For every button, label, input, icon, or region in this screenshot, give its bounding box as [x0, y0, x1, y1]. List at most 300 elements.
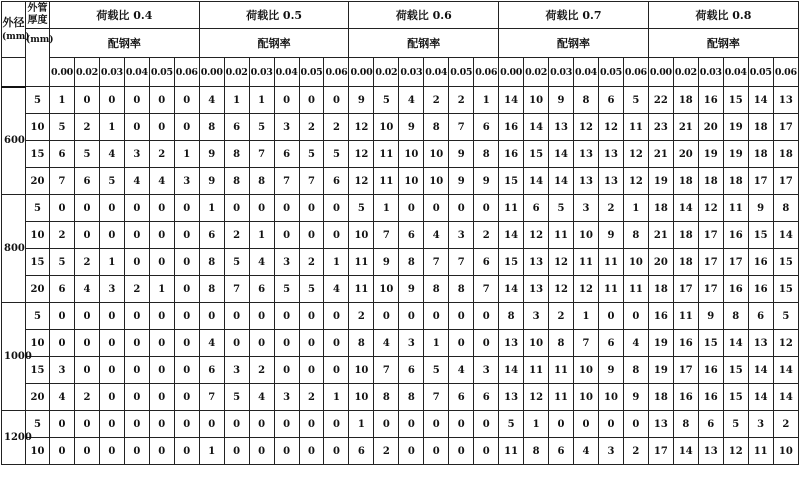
value-cell: 11 [623, 276, 648, 303]
value-cell: 16 [698, 87, 723, 114]
value-cell: 5 [50, 249, 75, 276]
value-cell: 3 [574, 195, 599, 222]
value-cell: 0 [399, 195, 424, 222]
value-cell: 0 [474, 330, 499, 357]
steel-ratio-header: 0.00 [199, 58, 224, 87]
value-cell: 16 [698, 357, 723, 384]
value-cell: 15 [499, 168, 524, 195]
value-cell: 12 [574, 276, 599, 303]
value-cell: 9 [598, 357, 623, 384]
value-cell: 17 [648, 438, 673, 465]
value-cell: 13 [648, 411, 673, 438]
value-cell: 16 [723, 222, 748, 249]
value-cell: 8 [399, 384, 424, 411]
value-cell: 0 [299, 411, 324, 438]
value-cell: 0 [74, 438, 99, 465]
value-cell: 4 [74, 276, 99, 303]
value-cell: 0 [149, 222, 174, 249]
value-cell: 1 [249, 222, 274, 249]
value-cell: 9 [374, 249, 399, 276]
steel-ratio-header: 0.05 [748, 58, 773, 87]
reinforcement-ratio-header-1: 配钢率 [199, 29, 349, 58]
value-cell: 0 [124, 222, 149, 249]
value-cell: 6 [474, 114, 499, 141]
value-cell: 8 [424, 114, 449, 141]
value-cell: 14 [773, 357, 798, 384]
value-cell: 2 [623, 438, 648, 465]
table-row [2, 222, 799, 249]
value-cell: 11 [499, 195, 524, 222]
value-cell: 8 [549, 330, 574, 357]
value-cell: 0 [324, 438, 349, 465]
value-cell: 0 [124, 357, 149, 384]
value-cell: 19 [698, 141, 723, 168]
value-cell: 10 [374, 276, 399, 303]
value-cell: 6 [349, 438, 374, 465]
value-cell: 15 [499, 249, 524, 276]
value-cell: 16 [673, 330, 698, 357]
value-cell: 12 [723, 438, 748, 465]
value-cell: 1 [224, 87, 249, 114]
value-cell: 13 [574, 168, 599, 195]
value-cell: 0 [174, 357, 199, 384]
value-cell: 15 [723, 384, 748, 411]
reinforcement-ratio-header-4: 配钢率 [648, 29, 798, 58]
value-cell: 14 [748, 357, 773, 384]
value-cell: 3 [274, 114, 299, 141]
value-cell: 18 [648, 276, 673, 303]
value-cell: 7 [424, 249, 449, 276]
value-cell: 0 [299, 438, 324, 465]
value-cell: 7 [274, 168, 299, 195]
value-cell: 1 [249, 87, 274, 114]
value-cell: 0 [149, 195, 174, 222]
thickness-cell: 20 [26, 384, 50, 411]
value-cell: 10 [574, 357, 599, 384]
value-cell: 9 [698, 303, 723, 330]
value-cell: 5 [50, 114, 75, 141]
value-cell: 6 [474, 384, 499, 411]
value-cell: 4 [623, 330, 648, 357]
value-cell: 9 [549, 87, 574, 114]
value-cell: 0 [74, 357, 99, 384]
value-cell: 19 [723, 141, 748, 168]
value-cell: 0 [50, 195, 75, 222]
value-cell: 7 [449, 114, 474, 141]
value-cell: 16 [698, 384, 723, 411]
value-cell: 19 [723, 114, 748, 141]
value-cell: 2 [374, 438, 399, 465]
value-cell: 1 [99, 114, 124, 141]
value-cell: 15 [723, 357, 748, 384]
value-cell: 9 [449, 141, 474, 168]
value-cell: 2 [299, 249, 324, 276]
thickness-cell: 10 [26, 438, 50, 465]
table-row [2, 330, 799, 357]
value-cell: 0 [623, 411, 648, 438]
value-cell: 3 [524, 303, 549, 330]
value-cell: 0 [374, 303, 399, 330]
value-cell: 8 [199, 249, 224, 276]
value-cell: 8 [224, 141, 249, 168]
value-cell: 14 [673, 195, 698, 222]
value-cell: 0 [424, 195, 449, 222]
value-cell: 0 [274, 87, 299, 114]
value-cell: 1 [574, 303, 599, 330]
value-cell: 6 [474, 249, 499, 276]
value-cell: 10 [524, 330, 549, 357]
value-cell: 5 [99, 168, 124, 195]
value-cell: 7 [224, 276, 249, 303]
value-cell: 0 [399, 411, 424, 438]
value-cell: 13 [598, 141, 623, 168]
value-cell: 0 [324, 222, 349, 249]
steel-ratio-header: 0.03 [698, 58, 723, 87]
value-cell: 0 [174, 303, 199, 330]
steel-ratio-header: 0.06 [474, 58, 499, 87]
value-cell: 4 [199, 87, 224, 114]
steel-ratio-header: 0.02 [224, 58, 249, 87]
value-cell: 0 [274, 330, 299, 357]
value-cell: 4 [399, 87, 424, 114]
value-cell: 0 [249, 195, 274, 222]
value-cell: 2 [74, 384, 99, 411]
thickness-cell: 10 [26, 114, 50, 141]
value-cell: 0 [299, 222, 324, 249]
value-cell: 16 [673, 384, 698, 411]
value-cell: 12 [524, 384, 549, 411]
value-cell: 0 [249, 330, 274, 357]
value-cell: 6 [399, 357, 424, 384]
value-cell: 5 [374, 87, 399, 114]
value-cell: 0 [574, 411, 599, 438]
value-cell: 10 [574, 384, 599, 411]
value-cell: 0 [299, 195, 324, 222]
table-row [2, 195, 799, 222]
value-cell: 0 [99, 222, 124, 249]
value-cell: 10 [524, 87, 549, 114]
value-cell: 13 [598, 168, 623, 195]
value-cell: 0 [174, 195, 199, 222]
value-cell: 8 [723, 303, 748, 330]
value-cell: 7 [474, 276, 499, 303]
value-cell: 0 [174, 384, 199, 411]
value-cell: 5 [773, 303, 798, 330]
value-cell: 0 [324, 303, 349, 330]
value-cell: 17 [773, 168, 798, 195]
value-cell: 0 [124, 330, 149, 357]
steel-ratio-header: 0.06 [773, 58, 798, 87]
value-cell: 5 [499, 411, 524, 438]
value-cell: 10 [598, 384, 623, 411]
value-cell: 2 [474, 222, 499, 249]
value-cell: 0 [74, 330, 99, 357]
value-cell: 0 [174, 411, 199, 438]
value-cell: 1 [524, 411, 549, 438]
outer-diameter-cell: 1000 [2, 303, 26, 411]
value-cell: 0 [124, 249, 149, 276]
steel-ratio-header: 0.02 [74, 58, 99, 87]
value-cell: 12 [623, 168, 648, 195]
value-cell: 17 [773, 114, 798, 141]
value-cell: 3 [748, 411, 773, 438]
value-cell: 11 [549, 222, 574, 249]
load-ratio-header-3: 荷载比 0.7 [499, 2, 649, 29]
value-cell: 16 [748, 249, 773, 276]
value-cell: 0 [324, 195, 349, 222]
value-cell: 0 [124, 411, 149, 438]
value-cell: 1 [349, 411, 374, 438]
steel-ratio-header: 0.05 [299, 58, 324, 87]
value-cell: 4 [199, 330, 224, 357]
value-cell: 11 [723, 195, 748, 222]
value-cell: 0 [174, 114, 199, 141]
value-cell: 2 [449, 87, 474, 114]
value-cell: 16 [499, 114, 524, 141]
value-cell: 5 [224, 249, 249, 276]
value-cell: 19 [648, 330, 673, 357]
header-row-load-ratio [2, 2, 799, 29]
value-cell: 0 [449, 411, 474, 438]
value-cell: 5 [324, 141, 349, 168]
value-cell: 0 [474, 438, 499, 465]
value-cell: 1 [174, 141, 199, 168]
value-cell: 12 [773, 330, 798, 357]
reinforcement-ratio-header-0: 配钢率 [50, 29, 200, 58]
value-cell: 9 [399, 114, 424, 141]
reinforcement-ratio-header-2: 配钢率 [349, 29, 499, 58]
value-cell: 4 [50, 384, 75, 411]
thickness-cell: 5 [26, 303, 50, 330]
value-cell: 8 [349, 330, 374, 357]
value-cell: 7 [249, 141, 274, 168]
value-cell: 0 [224, 411, 249, 438]
steel-ratio-header: 0.04 [124, 58, 149, 87]
value-cell: 4 [249, 249, 274, 276]
value-cell: 6 [324, 168, 349, 195]
value-cell: 17 [698, 222, 723, 249]
value-cell: 0 [99, 330, 124, 357]
value-cell: 3 [50, 357, 75, 384]
value-cell: 0 [74, 195, 99, 222]
value-cell: 0 [149, 303, 174, 330]
value-cell: 14 [773, 222, 798, 249]
value-cell: 8 [199, 276, 224, 303]
wall-header [26, 2, 50, 29]
value-cell: 2 [224, 222, 249, 249]
value-cell: 0 [124, 195, 149, 222]
value-cell: 6 [549, 438, 574, 465]
reinforcement-ratio-header-3: 配钢率 [499, 29, 649, 58]
value-cell: 8 [773, 195, 798, 222]
value-cell: 5 [349, 195, 374, 222]
value-cell: 6 [224, 114, 249, 141]
value-cell: 3 [474, 357, 499, 384]
value-cell: 16 [499, 141, 524, 168]
value-cell: 0 [50, 411, 75, 438]
value-cell: 21 [648, 222, 673, 249]
value-cell: 5 [549, 195, 574, 222]
value-cell: 11 [549, 384, 574, 411]
value-cell: 0 [549, 411, 574, 438]
value-cell: 13 [524, 249, 549, 276]
table-row [2, 114, 799, 141]
value-cell: 0 [124, 114, 149, 141]
value-cell: 8 [424, 276, 449, 303]
value-cell: 18 [773, 141, 798, 168]
value-cell: 0 [99, 87, 124, 114]
value-cell: 15 [723, 87, 748, 114]
value-cell: 15 [524, 141, 549, 168]
thickness-cell: 15 [26, 141, 50, 168]
value-cell: 0 [274, 195, 299, 222]
value-cell: 3 [224, 357, 249, 384]
thickness-cell: 10 [26, 222, 50, 249]
value-cell: 8 [574, 87, 599, 114]
value-cell: 1 [199, 438, 224, 465]
value-cell: 13 [574, 141, 599, 168]
value-cell: 14 [673, 438, 698, 465]
value-cell: 2 [324, 114, 349, 141]
value-cell: 18 [723, 168, 748, 195]
value-cell: 16 [748, 276, 773, 303]
value-cell: 18 [648, 195, 673, 222]
value-cell: 10 [374, 114, 399, 141]
value-cell: 4 [324, 276, 349, 303]
value-cell: 3 [174, 168, 199, 195]
value-cell: 7 [299, 168, 324, 195]
value-cell: 11 [598, 276, 623, 303]
value-cell: 3 [99, 276, 124, 303]
value-cell: 21 [673, 114, 698, 141]
thickness-cell: 20 [26, 168, 50, 195]
steel-ratio-header: 0.00 [349, 58, 374, 87]
value-cell: 6 [274, 141, 299, 168]
outer-diameter-header [2, 2, 30, 58]
value-cell: 2 [74, 114, 99, 141]
value-cell: 10 [424, 141, 449, 168]
value-cell: 0 [424, 411, 449, 438]
value-cell: 1 [199, 195, 224, 222]
value-cell: 1 [374, 195, 399, 222]
value-cell: 14 [773, 384, 798, 411]
table-row [2, 249, 799, 276]
value-cell: 20 [698, 114, 723, 141]
value-cell: 3 [598, 438, 623, 465]
value-cell: 9 [199, 141, 224, 168]
value-cell: 0 [424, 438, 449, 465]
steel-ratio-header: 0.00 [50, 58, 75, 87]
value-cell: 8 [249, 168, 274, 195]
value-cell: 3 [399, 330, 424, 357]
outer-diameter-unit: (mm) [2, 31, 30, 42]
value-cell: 0 [149, 411, 174, 438]
value-cell: 15 [773, 249, 798, 276]
value-cell: 8 [499, 303, 524, 330]
value-cell: 6 [74, 168, 99, 195]
value-cell: 15 [773, 276, 798, 303]
value-cell: 12 [349, 141, 374, 168]
value-cell: 0 [324, 357, 349, 384]
value-cell: 11 [748, 438, 773, 465]
value-cell: 19 [648, 357, 673, 384]
value-cell: 1 [324, 249, 349, 276]
value-cell: 0 [124, 384, 149, 411]
thickness-label: 厚度 [27, 15, 48, 26]
value-cell: 11 [598, 249, 623, 276]
value-cell: 23 [648, 114, 673, 141]
value-cell: 0 [149, 114, 174, 141]
thickness-cell: 10 [26, 330, 50, 357]
value-cell: 11 [499, 438, 524, 465]
value-cell: 0 [274, 222, 299, 249]
value-cell: 0 [299, 330, 324, 357]
steel-ratio-header: 0.04 [723, 58, 748, 87]
value-cell: 13 [499, 330, 524, 357]
value-cell: 6 [748, 303, 773, 330]
value-cell: 0 [149, 330, 174, 357]
steel-ratio-header: 0.02 [374, 58, 399, 87]
value-cell: 0 [74, 411, 99, 438]
thickness-cell: 15 [26, 249, 50, 276]
value-cell: 4 [249, 384, 274, 411]
steel-ratio-header: 0.05 [449, 58, 474, 87]
value-cell: 22 [648, 87, 673, 114]
value-cell: 0 [449, 303, 474, 330]
value-cell: 17 [748, 168, 773, 195]
value-cell: 5 [274, 276, 299, 303]
reinforcement-table [1, 1, 799, 465]
value-cell: 7 [199, 384, 224, 411]
value-cell: 12 [623, 141, 648, 168]
value-cell: 14 [499, 87, 524, 114]
value-cell: 5 [623, 87, 648, 114]
steel-ratio-header: 0.05 [598, 58, 623, 87]
table-row [2, 411, 799, 438]
table-row [2, 168, 799, 195]
outer-diameter-label: 外径 [2, 15, 25, 29]
value-cell: 6 [524, 195, 549, 222]
value-cell: 0 [99, 411, 124, 438]
table-row [2, 384, 799, 411]
value-cell: 5 [224, 384, 249, 411]
steel-ratio-header: 0.06 [623, 58, 648, 87]
value-cell: 19 [648, 168, 673, 195]
value-cell: 4 [374, 330, 399, 357]
table-row [2, 357, 799, 384]
value-cell: 2 [549, 303, 574, 330]
value-cell: 0 [224, 330, 249, 357]
value-cell: 5 [74, 141, 99, 168]
value-cell: 0 [50, 438, 75, 465]
thickness-cell: 15 [26, 357, 50, 384]
load-ratio-header-2: 荷载比 0.6 [349, 2, 499, 29]
value-cell: 0 [374, 411, 399, 438]
value-cell: 0 [124, 87, 149, 114]
value-cell: 9 [449, 168, 474, 195]
value-cell: 6 [249, 276, 274, 303]
value-cell: 8 [199, 114, 224, 141]
value-cell: 9 [199, 168, 224, 195]
value-cell: 6 [399, 222, 424, 249]
value-cell: 13 [499, 384, 524, 411]
value-cell: 0 [598, 411, 623, 438]
load-ratio-header-0: 荷载比 0.4 [50, 2, 200, 29]
value-cell: 17 [698, 249, 723, 276]
value-cell: 5 [299, 141, 324, 168]
value-cell: 14 [499, 276, 524, 303]
value-cell: 18 [698, 168, 723, 195]
